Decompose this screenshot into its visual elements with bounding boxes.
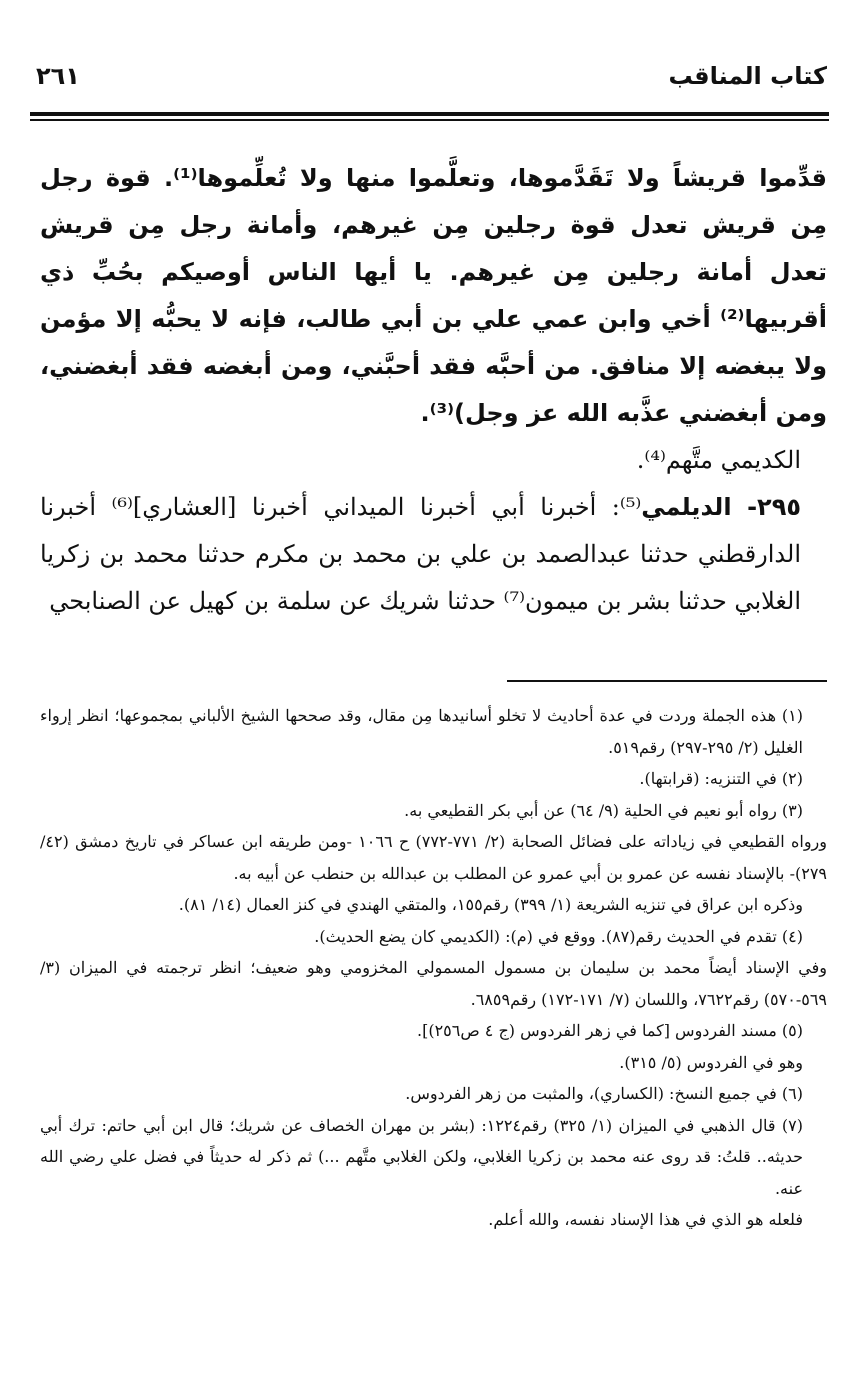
hadith-number: ٢٩٥- <box>747 493 801 521</box>
footnote-2: (٢) في التنزيه: (قرابتها). <box>639 769 803 788</box>
main-text <box>40 155 827 625</box>
footnote-5: (٥) مسند الفردوس [كما في زهر الفردوس (ج ٤ ص٢٥٦)]. <box>416 1021 803 1040</box>
footnote-7-cont: فلعله هو الذي في هذا الإسناد نفسه، والله أعلم. <box>488 1210 803 1229</box>
footnote-5-cont: وهو في الفردوس (٥/ ٣١٥). <box>619 1052 803 1072</box>
hadith-text-paragraph: قدِّموا قريشاً ولا تَقَدَّموها، وتعلَّموا منها ولا تُعلِّموها⁽¹⁾. قوة رجل مِن قريش تعدل قوة رجلين مِن غيرهم، وأمانة رجل مِن قريش تعدل أمانة رجلين مِن غيرهم. يا أيها الناس أوصيكم بحُبِّ ذي أقربيها⁽²⁾ أخي وابن عمي علي بن أبي طالب، فإنه لا يحبُّه إلا مؤمن ولا يبغضه إلا منافق. من أحبَّه فقد أحبَّني، ومن أبغضه فقد أبغضني، ومن أبغضني عذَّبه الله عز وجل)⁽³⁾. <box>40 164 827 427</box>
footnote-7: (٧) قال الذهبي في الميزان (١/ ٣٢٥) رقم١٢٢٤: (بشر بن مهران الخصاف عن شريك؛ قال ابن أبي حاتم: ترك أبي حديثه.. قلتُ: قد روى عنه محمد بن زكريا الغلابي، ولكن الغلابي متَّهم ...) ثم ذكر له حديثاً في فضل علي رضي الله عنه. <box>40 1115 803 1198</box>
footnotes <box>40 700 827 1236</box>
isnad-text: ⁽⁵⁾: أخبرنا أبي أخبرنا الميداني أخبرنا [العشاري]⁽⁶⁾ أخبرنا الدارقطني حدثنا عبدالصمد بن علي بن محمد بن مكرم حدثنا محمد بن زكريا الغلابي حدثنا بشر بن ميمون⁽⁷⁾ حدثنا شريك عن سلمة بن كهيل عن الصنابحي <box>40 493 801 615</box>
footnote-1: (١) هذه الجملة وردت في عدة أحاديث لا تخلو أسانيدها مِن مقال، وقد صححها الشيخ الألباني بمجموعها؛ انظر إرواء الغليل (٢/ ٢٩٥-٢٩٧) رقم٥١٩. <box>40 706 803 757</box>
header-rule-thin <box>30 119 829 121</box>
footnote-separator <box>507 680 827 682</box>
footnote-3: (٣) رواه أبو نعيم في الحلية (٩/ ٦٤) عن أبي بكر القطيعي به. <box>404 800 803 820</box>
footnote-4: (٤) تقدم في الحديث رقم(٨٧). ووقع في (م): (الكديمي كان يضع الحديث). <box>314 926 803 946</box>
page-header <box>36 62 827 102</box>
header-rule-thick <box>30 112 829 116</box>
footnote-3-cont-1: ورواه القطيعي في زياداته على فضائل الصحابة (٢/ ٧٧١-٧٧٢) ح ١٠٦٦ -ومن طريقه ابن عساكر في تاريخ دمشق (٤٢/ ٢٧٩)- بالإسناد نفسه عن عمرو بن أبي عمرو عن المطلب بن عبدالله بن حنطب عن أبيه به. <box>40 832 828 883</box>
footnote-4-cont: وفي الإسناد أيضاً محمد بن سليمان بن مسمول المسمولي المخزومي وهو ضعيف؛ انظر ترجمته في الميزان (٣/ ٥٦٩-٥٧٠) رقم٧٦٢٢، واللسان (٧/ ١٧١-١٧٢) رقم٦٨٥٩. <box>40 958 827 1009</box>
page-number: ٢٦١ <box>36 62 80 90</box>
narrator-note: الكديمي متَّهم⁽⁴⁾. <box>636 446 801 474</box>
hadith-295-paragraph <box>40 484 827 625</box>
hadith-source: الديلمي <box>641 493 732 521</box>
footnote-3-cont-2: وذكره ابن عراق في تنزيه الشريعة (١/ ٣٩٩) رقم١٥٥، والمتقي الهندي في كنز العمال (١٤/ ٨١). <box>178 895 803 914</box>
footnote-6: (٦) في جميع النسخ: (الكساري)، والمثبت من زهر الفردوس. <box>405 1084 803 1103</box>
running-title: كتاب المناقب <box>668 62 827 90</box>
